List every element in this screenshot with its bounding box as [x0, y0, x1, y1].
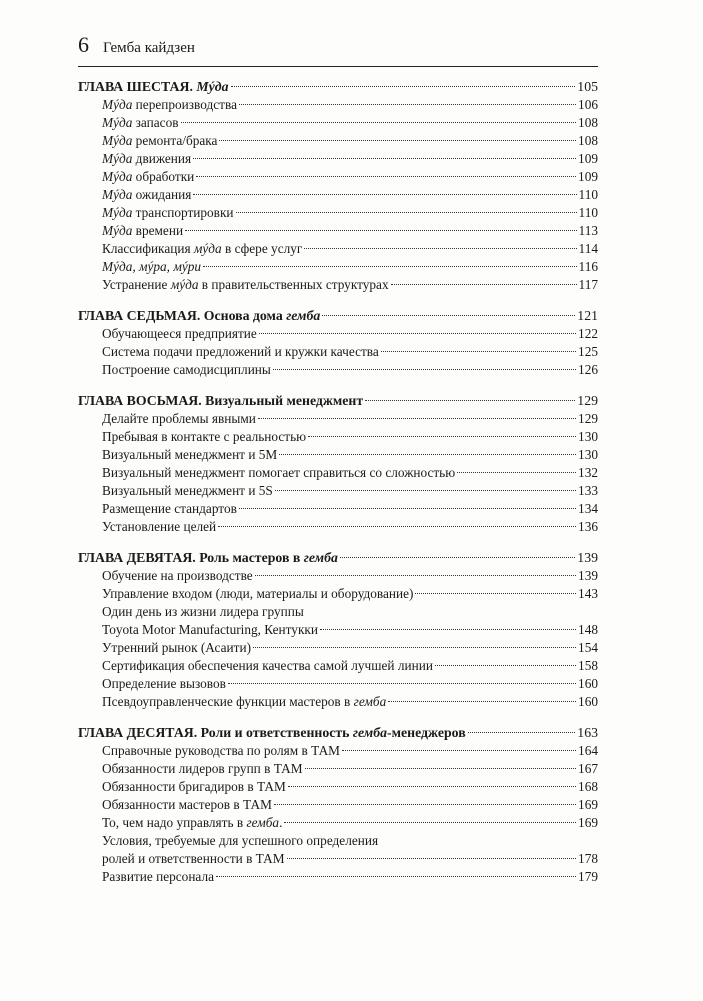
dot-leader	[181, 122, 577, 123]
page-ref: 139	[578, 568, 598, 583]
entry-label: Обязанности бригадиров в ТАМ	[102, 779, 286, 794]
toc-entry[interactable]	[78, 657, 598, 675]
toc-entry[interactable]	[78, 850, 598, 868]
entry-label: Устранение мýда в правительственных структурах	[102, 277, 389, 292]
dot-leader	[381, 351, 576, 352]
toc-entry[interactable]	[78, 240, 598, 258]
dot-leader	[216, 876, 576, 877]
dot-leader	[308, 436, 576, 437]
toc-entry[interactable]	[78, 258, 598, 276]
toc-entry[interactable]	[78, 96, 598, 114]
toc-entry[interactable]	[78, 760, 598, 778]
entry-label: Мýда ожидания	[102, 187, 192, 202]
page-ref: 108	[578, 133, 598, 148]
chapter-block	[78, 548, 598, 711]
chapter-heading[interactable]	[78, 723, 598, 742]
toc-entry[interactable]	[78, 639, 598, 657]
toc-entry[interactable]	[78, 150, 598, 168]
page-ref: 105	[577, 79, 598, 94]
dot-leader	[415, 593, 576, 594]
entry-label: Визуальный менеджмент помогает справиться со сложностью	[102, 465, 456, 480]
dot-leader	[218, 526, 576, 527]
dot-leader	[239, 104, 576, 105]
toc-entry[interactable]	[78, 132, 598, 150]
page-ref: 130	[578, 429, 598, 444]
toc-entry[interactable]	[78, 361, 598, 379]
toc-entry[interactable]	[78, 276, 598, 294]
dot-leader	[388, 701, 576, 702]
entry-label: Визуальный менеджмент и 5S	[102, 483, 273, 498]
chapter-heading[interactable]	[78, 306, 598, 325]
page-ref: 121	[577, 308, 598, 323]
page-ref: 116	[578, 259, 598, 274]
page-ref: 125	[578, 344, 598, 359]
toc-entry[interactable]	[78, 204, 598, 222]
dot-leader	[273, 369, 576, 370]
page-ref: 179	[578, 869, 598, 884]
page-ref: 126	[578, 362, 598, 377]
entry-label: Развитие персонала	[102, 869, 214, 884]
dot-leader	[185, 230, 576, 231]
dot-leader	[253, 647, 576, 648]
page-ref: 132	[578, 465, 598, 480]
page-ref: 113	[578, 223, 598, 238]
page-ref: 114	[578, 241, 598, 256]
page-ref: 160	[578, 676, 598, 691]
page-ref: 169	[578, 797, 598, 812]
chapter-heading[interactable]	[78, 77, 598, 96]
page-ref: 136	[578, 519, 598, 534]
dot-leader	[322, 315, 575, 316]
page-ref: 178	[578, 851, 598, 866]
toc-entry[interactable]	[78, 603, 598, 621]
book-title: Гемба кайдзен	[103, 40, 195, 56]
entry-label: Мýда транспортировки	[102, 205, 234, 220]
entry-label: Мýда ремонта/брака	[102, 133, 218, 148]
dot-leader	[284, 822, 576, 823]
toc-entry[interactable]	[78, 464, 598, 482]
dot-leader	[287, 858, 576, 859]
toc-entry[interactable]	[78, 693, 598, 711]
entry-label: ролей и ответственности в ТАМ	[102, 851, 285, 866]
entry-label: Построение самодисциплины	[102, 362, 271, 377]
dot-leader	[219, 140, 576, 141]
entry-label: Управление входом (люди, материалы и оборудование)	[102, 586, 414, 601]
entry-label: Сертификация обеспечения качества самой лучшей линии	[102, 658, 433, 673]
entry-label: Мýда движения	[102, 151, 192, 166]
page-number: 6	[78, 32, 89, 57]
dot-leader	[259, 333, 576, 334]
page-ref: 129	[578, 411, 598, 426]
toc-entry[interactable]	[78, 500, 598, 518]
page-ref: 164	[578, 743, 598, 758]
entry-label: Классификация мýда в сфере услуг	[102, 241, 303, 256]
toc-entry[interactable]	[78, 428, 598, 446]
page-ref: 106	[578, 97, 598, 112]
dot-leader	[236, 212, 577, 213]
page-ref: 108	[578, 115, 598, 130]
chapter-block	[78, 77, 598, 294]
page-ref: 109	[578, 169, 598, 184]
entry-label: Справочные руководства по ролям в ТАМ	[102, 743, 340, 758]
entry-label: ГЛАВА ДЕВЯТАЯ. Роль мастеров в гемба	[78, 550, 338, 565]
entry-label: ГЛАВА СЕДЬМАЯ. Основа дома гемба	[78, 308, 321, 323]
dot-leader	[228, 683, 576, 684]
dot-leader	[391, 284, 577, 285]
chapter-block	[78, 306, 598, 379]
dot-leader	[468, 732, 576, 733]
dot-leader	[193, 194, 576, 195]
dot-leader	[203, 266, 577, 267]
entry-label: То, чем надо управлять в гемба.	[102, 815, 283, 830]
page-ref: 154	[578, 640, 598, 655]
toc-entry[interactable]	[78, 518, 598, 536]
entry-label: Условия, требуемые для успешного определения	[102, 833, 379, 848]
page-ref: 117	[578, 277, 598, 292]
page-ref: 167	[578, 761, 598, 776]
dot-leader	[342, 750, 576, 751]
entry-label: Делайте проблемы явными	[102, 411, 256, 426]
entry-label: Утренний рынок (Асаити)	[102, 640, 251, 655]
dot-leader	[193, 158, 576, 159]
chapter-block	[78, 391, 598, 536]
entry-label: Мýда обработки	[102, 169, 195, 184]
entry-label: Обязанности лидеров групп в ТАМ	[102, 761, 303, 776]
toc-entry[interactable]	[78, 585, 598, 603]
page-ref: 148	[578, 622, 598, 637]
dot-leader	[196, 176, 576, 177]
toc-entry[interactable]	[78, 446, 598, 464]
toc-entry[interactable]	[78, 868, 598, 886]
dot-leader	[279, 454, 576, 455]
chapter-heading[interactable]	[78, 391, 598, 410]
entry-label: ГЛАВА ВОСЬМАЯ. Визуальный менеджмент	[78, 393, 364, 408]
page-ref: 163	[577, 725, 598, 740]
page-ref: 160	[578, 694, 598, 709]
entry-label: Система подачи предложений и кружки качества	[102, 344, 379, 359]
chapter-heading[interactable]	[78, 548, 598, 567]
dot-leader	[231, 86, 576, 87]
dot-leader	[304, 248, 576, 249]
dot-leader	[435, 665, 576, 666]
dot-leader	[275, 490, 576, 491]
toc-entry[interactable]	[78, 222, 598, 240]
dot-leader	[305, 768, 576, 769]
toc-entry[interactable]	[78, 168, 598, 186]
dot-leader	[239, 508, 576, 509]
toc-entry[interactable]	[78, 343, 598, 361]
toc-entry[interactable]	[78, 621, 598, 639]
page-ref: 110	[578, 205, 598, 220]
entry-label: Мýда времени	[102, 223, 184, 238]
dot-leader	[258, 418, 576, 419]
entry-label: ГЛАВА ДЕСЯТАЯ. Роли и ответственность гемба-менеджеров	[78, 725, 466, 740]
running-head	[78, 32, 195, 58]
toc-entry[interactable]	[78, 742, 598, 760]
page-ref: 143	[578, 586, 598, 601]
header-rule	[78, 66, 598, 67]
toc-entry[interactable]	[78, 567, 598, 585]
page-ref: 168	[578, 779, 598, 794]
entry-label: Обучающееся предприятие	[102, 326, 257, 341]
dot-leader	[255, 575, 576, 576]
page-ref: 109	[578, 151, 598, 166]
chapter-block	[78, 723, 598, 886]
dot-leader	[457, 472, 576, 473]
toc-entry[interactable]	[78, 778, 598, 796]
entry-label: Мýда, мýра, мýри	[102, 259, 202, 274]
toc-entry[interactable]	[78, 482, 598, 500]
entry-label: Визуальный менеджмент и 5M	[102, 447, 278, 462]
page-ref: 130	[578, 447, 598, 462]
dot-leader	[365, 400, 575, 401]
page-ref: 133	[578, 483, 598, 498]
toc-entry[interactable]	[78, 114, 598, 132]
entry-label: Пребывая в контакте с реальностью	[102, 429, 307, 444]
toc-entry[interactable]	[78, 796, 598, 814]
entry-label: Мýда перепроизводства	[102, 97, 237, 112]
toc-entry[interactable]	[78, 832, 598, 850]
table-of-contents	[78, 77, 598, 898]
toc-entry[interactable]	[78, 186, 598, 204]
dot-leader	[288, 786, 576, 787]
page-ref: 110	[578, 187, 598, 202]
toc-entry[interactable]	[78, 675, 598, 693]
dot-leader	[340, 557, 575, 558]
entry-label: Установление целей	[102, 519, 217, 534]
page-ref: 122	[578, 326, 598, 341]
page-ref: 169	[578, 815, 598, 830]
entry-label: Размещение стандартов	[102, 501, 237, 516]
dot-leader	[320, 629, 576, 630]
entry-label: Один день из жизни лидера группы	[102, 604, 304, 619]
toc-entry[interactable]	[78, 410, 598, 428]
page-ref: 134	[578, 501, 598, 516]
entry-label: Определение вызовов	[102, 676, 226, 691]
entry-label: Обучение на производстве	[102, 568, 253, 583]
entry-label: ГЛАВА ШЕСТАЯ. Мýда	[78, 79, 229, 94]
page-ref: 129	[577, 393, 598, 408]
entry-label: Псевдоуправленческие функции мастеров в гемба	[102, 694, 387, 709]
entry-label: Toyota Motor Manufacturing, Кентукки	[102, 622, 318, 637]
page-ref: 139	[577, 550, 598, 565]
toc-entry[interactable]	[78, 325, 598, 343]
page-ref: 158	[578, 658, 598, 673]
toc-entry[interactable]	[78, 814, 598, 832]
entry-label: Мýда запасов	[102, 115, 179, 130]
dot-leader	[274, 804, 576, 805]
entry-label: Обязанности мастеров в ТАМ	[102, 797, 272, 812]
